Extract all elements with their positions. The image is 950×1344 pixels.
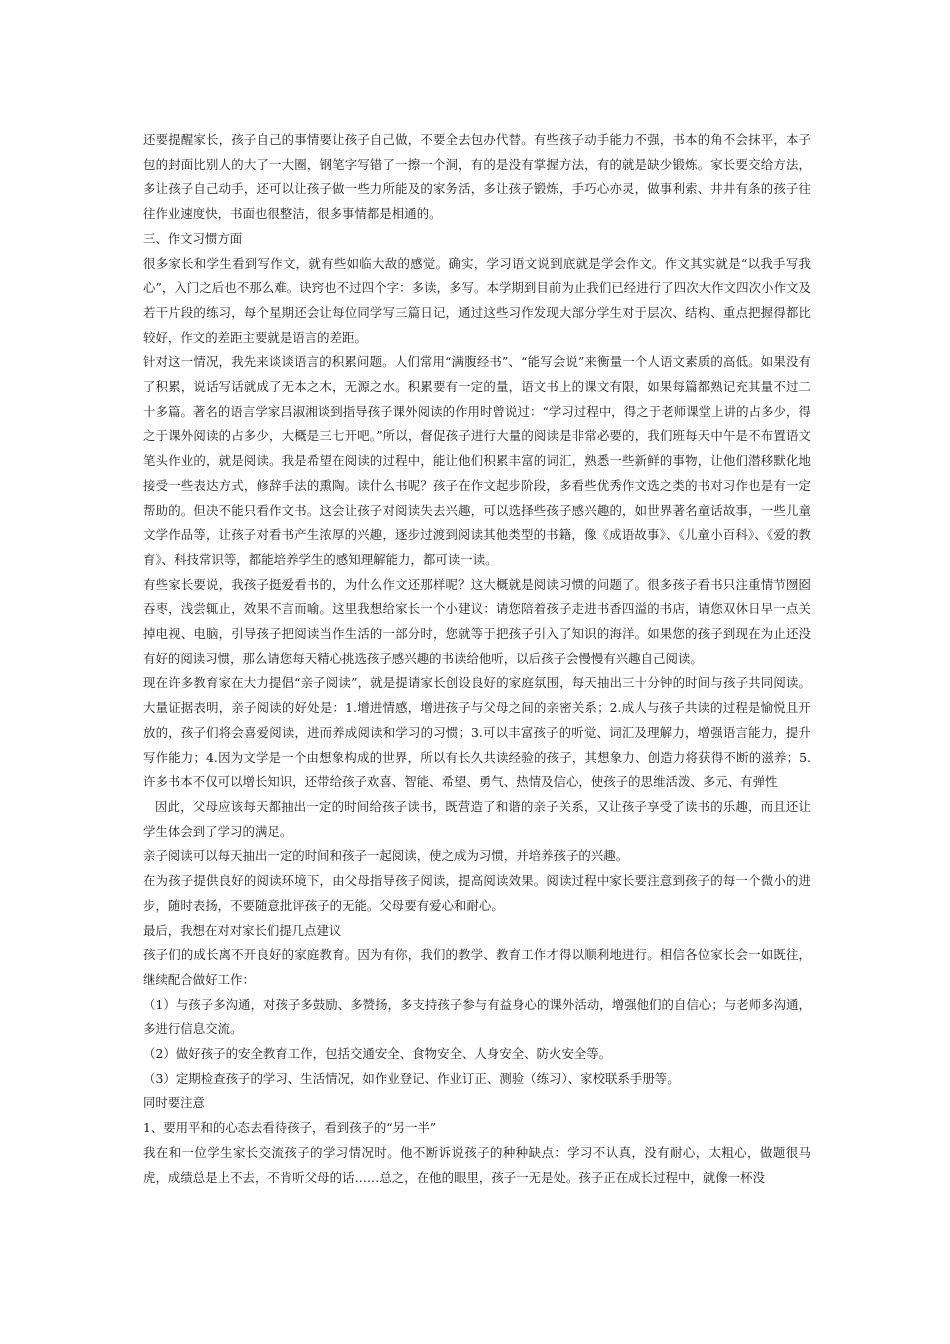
list-item-safety: （2）做好孩子的安全教育工作，包括交通安全、食物安全、人身安全、防火安全等。 xyxy=(143,1046,612,1062)
paragraph-self-reliance: 还要提醒家长，孩子自己的事情要让孩子自己做，不要全去包办代替。有些孩子动手能力不强，书本的角不会抹平，本子包的封面比别人的大了一大圈，钢笔字写错了一擦一个洞，有的是没有掌握方法，有的就是缺少锻炼。家长要交给方法，多让孩子自己动手，还可以让孩子做一些力所能及的家务活，多让孩子锻炼，手巧心亦灵，做事利索、井井有条的孩子往往作业速度快，书面也很整洁，很多事情都是相通的。 xyxy=(143,132,811,222)
paragraph-therefore: 因此，父母应该每天都抽出一定的时间给孩子读书，既营造了和谐的亲子关系，又让孩子享受了读书的乐趣，而且还让学生体会到了学习的满足。 xyxy=(143,798,811,839)
list-item-checking: （3）定期检查孩子的学习、生活情况，如作业登记、作业订正、测验（练习）、家校联系手册等。 xyxy=(143,1070,680,1086)
section-heading-composition: 三、作文习惯方面 xyxy=(143,230,243,246)
document-body xyxy=(143,128,811,1190)
paragraph-composition-intro: 很多家长和学生看到写作文，就有些如临大敌的感觉。确实，学习语文说到底就是学会作文。作文其实就是“以我手写我心”，入门之后也不那么难。诀窍也不过四个字：多读，多写。本学期到目前为止我们已经进行了四次大作文四次小作文及若干片段的练习，每个星期还会让每位同学写三篇日记，通过这些习作发现大部分学生对于层次、结构、重点把握得都比较好，作文的差距主要就是语言的差距。 xyxy=(143,255,811,345)
paragraph-reading-habits: 有些家长要说，我孩子挺爱看书的，为什么作文还那样呢？这大概就是阅读习惯的问题了。很多孩子看书只注重情节囫囵吞枣，浅尝辄止，效果不言而喻。这里我想给家长一个小建议：请您陪着孩子走进书香四溢的书店，请您双休日早一点关掉电视、电脑，引导孩子把阅读当作生活的一部分时，您就等于把孩子引入了知识的海洋。如果您的孩子到现在为止还没有好的阅读习惯，那么请您每天精心挑选孩子感兴趣的书读给他听，以后孩子会慢慢有兴趣自己阅读。 xyxy=(143,576,811,666)
paragraph-reading-environment: 在为孩子提供良好的阅读环境下，由父母指导孩子阅读，提高阅读效果。阅读过程中家长要注意到孩子的每一个微小的进步，随时表扬，不要随意批评孩子的无能。父母要有爱心和耐心。 xyxy=(143,873,811,913)
paragraph-parent-conversation: 我在和一位学生家长交流孩子的学习情况时。他不断诉说孩子的种种缺点：学习不认真，没有耐心，太粗心，做题很马虎，成绩总是上不去，不肯听父母的话……总之，在他的眼里，孩子一无是处。孩子正在成长过程中，就像一杯没 xyxy=(143,1144,811,1185)
paragraph-family-education: 孩子们的成长离不开良好的家庭教育。因为有你，我们的教学、教育工作才得以顺利地进行。相信各位家长会一如既往，继续配合做好工作： xyxy=(143,947,811,987)
section-heading-suggestions: 最后，我想在对对家长们提几点建议 xyxy=(143,922,342,938)
list-item-communication: （1）与孩子多沟通，对孩子多鼓励、多赞扬，多支持孩子参与有益身心的课外活动，增强他们的自信心；与老师多沟通，多进行信息交流。 xyxy=(143,996,811,1037)
paragraph-parent-child-reading: 现在许多教育家在大力提倡“亲子阅读”，就是提请家长创设良好的家庭氛围，每天抽出三十分钟的时间与孩子共同阅读。大量证据表明，亲子阅读的好处是：1.增进情感，增进孩子与父母之间的亲密关系；2.成人与孩子共读的过程是愉悦且开放的，孩子们将会喜爱阅读，进而养成阅读和学习的习惯；3.可以丰富孩子的听觉、词汇及理解力，增强语言能力，提升写作能力；4.因为文学是一个由想象构成的世界，所以有长久共读经验的孩子，其想象力、创造力将获得不断的滋养；5.许多书本不仅可以增长知识，还带给孩子欢喜、智能、希望、勇气、热情及信心，使孩子的思维活泼、多元、有弹性 xyxy=(143,675,811,790)
section-heading-attention: 同时要注意 xyxy=(143,1095,205,1111)
subheading-calm-attitude: 1、要用平和的心态去看待孩子，看到孩子的“另一半” xyxy=(143,1120,437,1136)
paragraph-language-accumulation: 针对这一情况，我先来谈谈语言的积累问题。人们常用“满腹经书”、“能写会说”来衡量一个人语文素质的高低。如果没有了积累，说话写话就成了无本之木，无源之水。积累要有一定的量，语文书上的课文有限，如果每篇都熟记充其量不过二十多篇。著名的语言学家吕淑湘谈到指导孩子课外阅读的作用时曾说过：“学习过程中，得之于老师课堂上讲的占多少，得之于课外阅读的占多少，大概是三七开吧。”所以，督促孩子进行大量的阅读是非常必要的，我们班每天中午是不布置语文笔头作业的，就是阅读。我是希望在阅读的过程中，能让他们积累丰富的词汇，熟悉一些新鲜的事物，让他们潜移默化地接受一些表达方式，修辞手法的熏陶。读什么书呢？孩子在作文起步阶段，多看些优秀作文选之类的书对习作也是有一定帮助的。但决不能只看作文书。这会让孩子对阅读失去兴趣，可以选择些孩子感兴趣的，如世界著名童话故事，一些儿童文学作品等，让孩子对看书产生浓厚的兴趣，逐步过渡到阅读其他类型的书籍，像《成语故事》、《儿童小百科》、《爱的教育》、科技常识等，都能培养学生的感知理解能力，都可读一读。 xyxy=(143,354,811,567)
paragraph-daily-reading: 亲子阅读可以每天抽出一定的时间和孩子一起阅读，使之成为习惯，并培养孩子的兴趣。 xyxy=(143,848,629,864)
